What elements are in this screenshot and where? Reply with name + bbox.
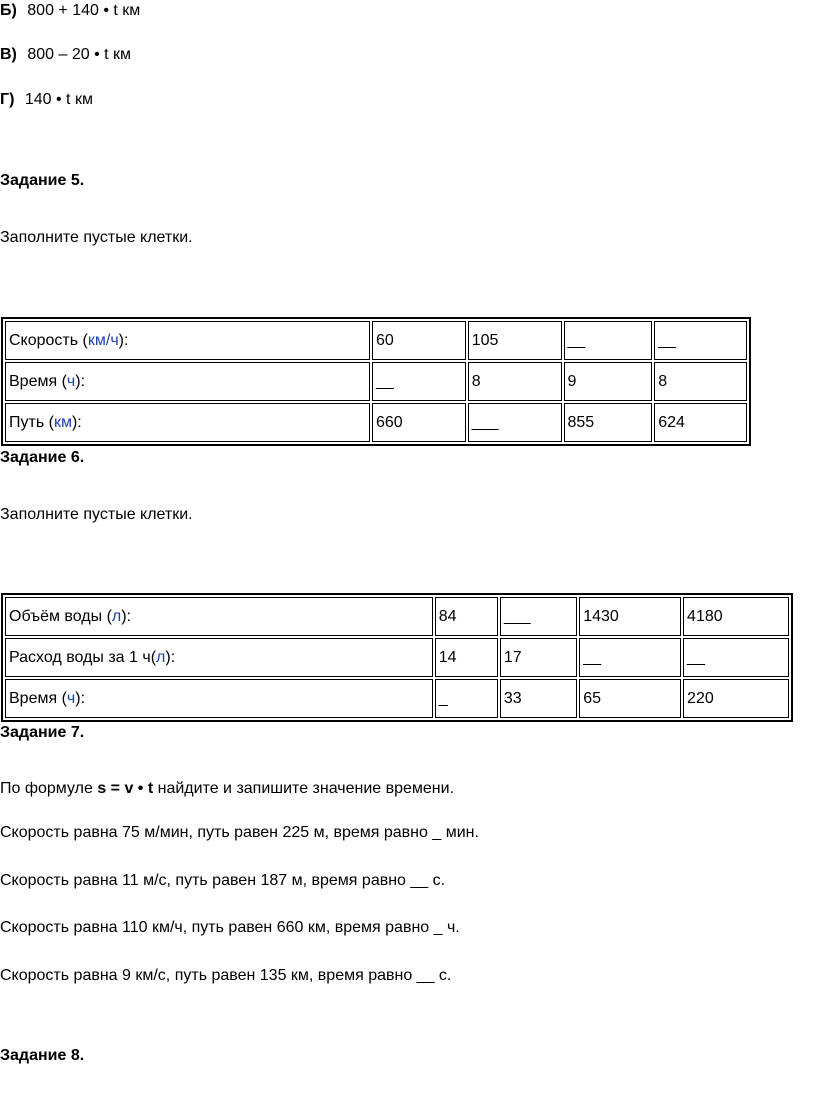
task6-instruction: Заполните пустые клетки. xyxy=(0,506,193,523)
task7-line: Скорость равна 110 км/ч, путь равен 660 км, время равно _ ч. xyxy=(0,919,460,936)
option-v xyxy=(0,46,131,64)
option-letter: В) xyxy=(0,46,17,63)
option-text: 140 • t км xyxy=(24,91,93,108)
table-cell[interactable]: ___ xyxy=(468,403,562,442)
table-row xyxy=(5,597,789,636)
option-g xyxy=(0,91,93,109)
table-cell[interactable]: 9 xyxy=(564,362,653,401)
table-cell[interactable]: __ xyxy=(372,362,466,401)
table-cell[interactable]: __ xyxy=(654,321,747,360)
task7-formula-line xyxy=(0,780,454,798)
task7-line: Скорость равна 9 км/с, путь равен 135 км, время равно __ с. xyxy=(0,967,452,984)
row-label: Скорость (км/ч): xyxy=(5,321,370,360)
formula: s = v • t xyxy=(97,780,154,797)
table-cell[interactable]: 8 xyxy=(654,362,747,401)
table-cell[interactable]: 660 xyxy=(372,403,466,442)
option-text: 800 – 20 • t км xyxy=(27,46,132,63)
table-row xyxy=(5,638,789,677)
task5-heading: Задание 5. xyxy=(0,172,85,189)
table-cell[interactable]: 17 xyxy=(500,638,577,677)
task8-heading: Задание 8. xyxy=(0,1047,85,1064)
task7-line: Скорость равна 11 м/с, путь равен 187 м, время равно __ с. xyxy=(0,872,446,889)
table-cell[interactable]: 14 xyxy=(435,638,498,677)
table-cell[interactable]: 8 xyxy=(468,362,562,401)
task5-table xyxy=(1,317,751,446)
option-text: 800 + 140 • t км xyxy=(27,2,141,19)
task7-line: Скорость равна 75 м/мин, путь равен 225 м, время равно _ мин. xyxy=(0,824,479,841)
table-cell[interactable]: 33 xyxy=(500,679,577,718)
table-cell[interactable]: __ xyxy=(683,638,789,677)
table-row xyxy=(5,679,789,718)
table-row xyxy=(5,321,747,360)
table-cell[interactable]: 105 xyxy=(468,321,562,360)
table-row xyxy=(5,403,747,442)
option-b xyxy=(0,2,140,20)
option-letter: Г) xyxy=(0,91,15,108)
row-label: Время (ч): xyxy=(5,362,370,401)
table-cell[interactable]: 65 xyxy=(579,679,681,718)
table-cell[interactable]: 220 xyxy=(683,679,789,718)
table-cell[interactable]: 84 xyxy=(435,597,498,636)
row-label: Расход воды за 1 ч(л): xyxy=(5,638,433,677)
table-cell[interactable]: __ xyxy=(564,321,653,360)
option-letter: Б) xyxy=(0,2,17,19)
table-cell[interactable]: 624 xyxy=(654,403,747,442)
task7-heading: Задание 7. xyxy=(0,724,85,741)
task6-heading: Задание 6. xyxy=(0,449,85,466)
table-cell[interactable]: 4180 xyxy=(683,597,789,636)
table-cell[interactable]: __ xyxy=(579,638,681,677)
table-cell[interactable]: ___ xyxy=(500,597,577,636)
table-cell[interactable]: 60 xyxy=(372,321,466,360)
row-label: Путь (км): xyxy=(5,403,370,442)
formula-prefix: По формуле xyxy=(0,780,98,797)
table-cell[interactable]: 855 xyxy=(564,403,653,442)
row-label: Объём воды (л): xyxy=(5,597,433,636)
row-label: Время (ч): xyxy=(5,679,433,718)
table-cell[interactable]: 1430 xyxy=(579,597,681,636)
task6-table xyxy=(1,593,793,722)
formula-suffix: найдите и запишите значение времени. xyxy=(153,780,455,797)
table-row xyxy=(5,362,747,401)
table-cell[interactable]: _ xyxy=(435,679,498,718)
task5-instruction: Заполните пустые клетки. xyxy=(0,229,193,246)
